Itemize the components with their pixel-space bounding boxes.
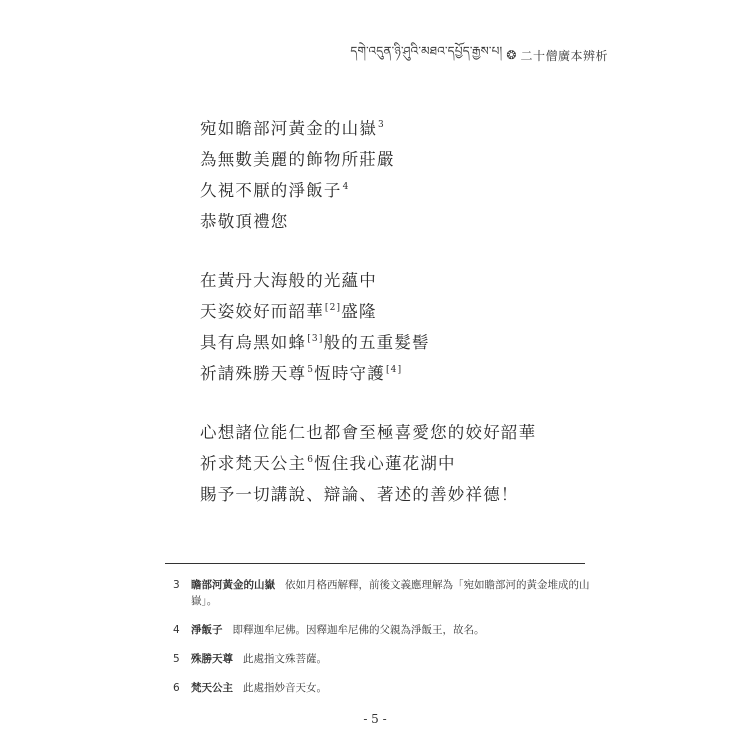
verse-line <box>200 417 536 448</box>
verse-line <box>200 327 536 358</box>
footnote-number: 6 <box>173 682 180 694</box>
verse-line <box>200 175 536 206</box>
footnote-term: 淨飯子 <box>191 624 223 636</box>
verse-text: 祈求梵天公主 <box>200 454 307 473</box>
verse-text: 恭敬頂禮您 <box>200 212 289 231</box>
verse-text: 盛隆 <box>341 302 377 321</box>
footnote-ref: 4 <box>342 181 350 192</box>
footnote-term: 瞻部河黃金的山嶽 <box>191 579 275 591</box>
footnote-number: 5 <box>173 653 180 665</box>
footnote-text: 此處指妙音天女。 <box>243 682 327 694</box>
verse-stanza-2 <box>200 265 536 389</box>
footnote-term: 殊勝天尊 <box>191 653 233 665</box>
verse-text: 在黃丹大海般的光蘊中 <box>200 271 377 290</box>
verse-text: 天姿姣好而韶華 <box>200 302 324 321</box>
footnote-item <box>173 622 593 638</box>
footnote-ref: 6 <box>307 454 315 465</box>
footnote-item <box>173 651 593 667</box>
verse-text: 宛如瞻部河黃金的山嶽 <box>200 119 377 138</box>
verse-line <box>200 479 536 510</box>
footnote-ref: 5 <box>307 364 315 375</box>
verse-text: 久視不厭的淨飯子 <box>200 181 342 200</box>
page-number: - 5 - <box>363 712 387 726</box>
footnote-text: 依如月格西解釋，前後文義應理解為「宛如瞻部河的黃金堆成的山嶽」。 <box>191 579 590 607</box>
footnote-item <box>173 577 593 609</box>
verse-text: 恆時守護 <box>314 364 385 383</box>
verse-line <box>200 144 536 175</box>
footnotes <box>173 577 593 709</box>
verse-text: 般的五重髮髻 <box>323 333 430 352</box>
endnote-ref: [3] <box>307 333 324 344</box>
footnote-number: 4 <box>173 624 180 636</box>
footnote-text: 即釋迦牟尼佛。因釋迦牟尼佛的父親為淨飯王，故名。 <box>232 624 485 636</box>
verse-body <box>200 113 536 538</box>
footnote-divider <box>165 563 585 564</box>
verse-text: 祈請殊勝天尊 <box>200 364 307 383</box>
running-header <box>350 38 608 72</box>
verse-stanza-1 <box>200 113 536 237</box>
verse-text: 具有烏黑如蜂 <box>200 333 307 352</box>
header-tibetan-title: དགེ་འདུན་ཉི་ཤུའི་མཐའ་དཔྱོད་རྒྱས་པ། <box>350 44 503 58</box>
verse-line <box>200 296 536 327</box>
footnote-ref: 3 <box>378 119 385 130</box>
footnote-item <box>173 680 593 696</box>
footnote-text: 此處指文殊菩薩。 <box>243 653 327 665</box>
verse-line <box>200 265 536 296</box>
footnote-number: 3 <box>173 579 180 591</box>
verse-stanza-3 <box>200 417 536 510</box>
endnote-ref: [2] <box>324 302 342 313</box>
verse-line <box>200 206 536 237</box>
header-chinese-title: 二十僧廣本辨析 <box>520 48 608 63</box>
verse-line <box>200 448 536 479</box>
endnote-ref: [4] <box>385 364 403 375</box>
verse-line <box>200 113 536 144</box>
footnote-term: 梵天公主 <box>191 682 233 694</box>
verse-text: 賜予一切講說、辯論、著述的善妙祥德！ <box>200 485 519 504</box>
verse-text: 心想諸位能仁也都會至極喜愛您的姣好韶華 <box>200 423 537 442</box>
header-ornament-icon: ❂ <box>506 48 517 62</box>
verse-line <box>200 358 536 389</box>
verse-text: 恆住我心蓮花湖中 <box>314 454 456 473</box>
verse-text: 為無數美麗的飾物所莊嚴 <box>200 150 395 169</box>
